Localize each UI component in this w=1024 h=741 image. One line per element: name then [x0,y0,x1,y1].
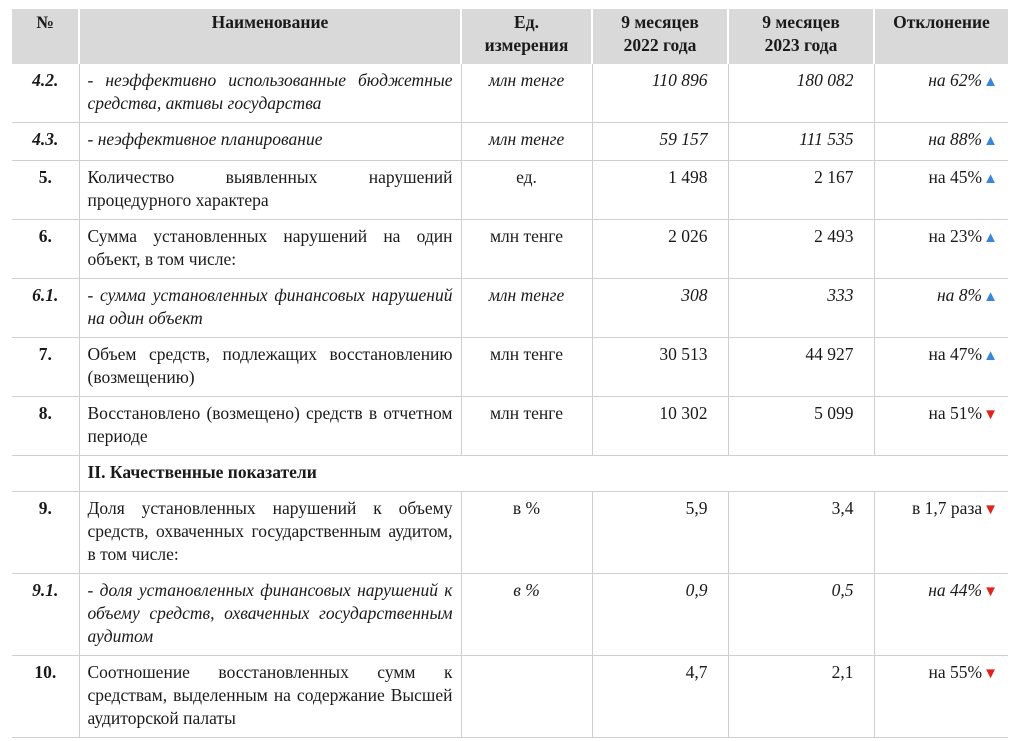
header-2022-line2: 2022 года [623,35,697,55]
row-value-2023: 5 099 [728,397,874,456]
row-name: Соотношение восстановленных сумм к средствам, выделенным на содержание Высшей аудиторской палаты [79,656,461,738]
row-num: 9. [12,492,79,574]
row-deviation [874,492,1008,574]
header-num: № [12,9,79,64]
down-arrow-icon: ▼ [983,407,998,423]
row-deviation [874,64,1008,123]
row-deviation [874,397,1008,456]
row-value-2023: 2 493 [728,220,874,279]
up-arrow-icon: ▲ [983,348,998,364]
deviation-text: в 1,7 раза [912,498,983,518]
table-row [12,123,1008,161]
row-unit [461,656,592,738]
row-value-2023: 44 927 [728,338,874,397]
down-arrow-icon: ▼ [983,584,998,600]
header-unit [461,9,592,64]
row-name: Объем средств, подлежащих восстановлению (возмещению) [79,338,461,397]
row-value-2023: 2,1 [728,656,874,738]
row-deviation [874,338,1008,397]
row-value-2022: 2 026 [592,220,728,279]
row-unit: млн тенге [461,338,592,397]
row-num: 5. [12,161,79,220]
up-arrow-icon: ▲ [983,74,998,90]
row-value-2023: 180 082 [728,64,874,123]
down-arrow-icon: ▼ [983,502,998,518]
header-2023-line1: 9 месяцев [762,12,840,32]
row-unit: млн тенге [461,220,592,279]
header-2022 [592,9,728,64]
deviation-text: на 51% [928,403,983,423]
row-value-2023: 333 [728,279,874,338]
audit-indicators-table-wrapper [12,9,1008,738]
row-num: 6.1. [12,279,79,338]
row-name: Количество выявленных нарушений процедурного характера [79,161,461,220]
row-name: - неэффективное планирование [79,123,461,161]
row-value-2022: 1 498 [592,161,728,220]
table-row [12,220,1008,279]
table-row [12,338,1008,397]
row-value-2022: 4,7 [592,656,728,738]
row-value-2023: 3,4 [728,492,874,574]
header-deviation: Отклонение [874,9,1008,64]
row-num: 9.1. [12,574,79,656]
row-unit: в % [461,574,592,656]
table-row [12,574,1008,656]
header-unit-line1: Ед. [514,12,539,32]
header-2023 [728,9,874,64]
row-unit: млн тенге [461,397,592,456]
row-name: Доля установленных нарушений к объему средств, охваченных государственным аудитом, в том числе: [79,492,461,574]
deviation-text: на 45% [928,167,983,187]
up-arrow-icon: ▲ [983,171,998,187]
row-deviation [874,574,1008,656]
row-name: Сумма установленных нарушений на один объект, в том числе: [79,220,461,279]
up-arrow-icon: ▲ [983,289,998,305]
row-unit: млн тенге [461,123,592,161]
row-num: 8. [12,397,79,456]
header-2022-line1: 9 месяцев [621,12,699,32]
row-value-2022: 110 896 [592,64,728,123]
deviation-text: на 47% [928,344,983,364]
row-name: - неэффективно использованные бюджетные средства, активы государства [79,64,461,123]
row-value-2023: 0,5 [728,574,874,656]
audit-indicators-table [12,9,1008,738]
table-row [12,492,1008,574]
deviation-text: на 62% [928,70,983,90]
row-value-2023: 111 535 [728,123,874,161]
row-name: - сумма установленных финансовых нарушений на один объект [79,279,461,338]
row-unit: млн тенге [461,279,592,338]
row-value-2022: 308 [592,279,728,338]
section-row [12,456,1008,492]
deviation-text: на 55% [928,662,983,682]
table-header-row [12,9,1008,64]
section-empty-cell [12,456,79,492]
up-arrow-icon: ▲ [983,230,998,246]
row-name: Восстановлено (возмещено) средств в отчетном периоде [79,397,461,456]
row-num: 4.3. [12,123,79,161]
row-num: 10. [12,656,79,738]
row-num: 4.2. [12,64,79,123]
row-value-2022: 59 157 [592,123,728,161]
deviation-text: на 23% [928,226,983,246]
down-arrow-icon: ▼ [983,666,998,682]
row-unit: ед. [461,161,592,220]
row-unit: млн тенге [461,64,592,123]
header-2023-line2: 2023 года [764,35,838,55]
row-value-2022: 5,9 [592,492,728,574]
table-row [12,64,1008,123]
row-value-2022: 0,9 [592,574,728,656]
row-num: 6. [12,220,79,279]
row-deviation [874,161,1008,220]
up-arrow-icon: ▲ [983,133,998,149]
row-name: - доля установленных финансовых нарушений к объему средств, охваченных государственным аудитом [79,574,461,656]
row-value-2022: 30 513 [592,338,728,397]
deviation-text: на 44% [928,580,983,600]
table-row [12,656,1008,738]
row-num: 7. [12,338,79,397]
row-unit: в % [461,492,592,574]
row-deviation [874,220,1008,279]
row-deviation [874,123,1008,161]
header-unit-line2: измерения [484,35,569,55]
section-title: II. Качественные показатели [79,456,1008,492]
deviation-text: на 88% [928,129,983,149]
table-row [12,279,1008,338]
row-value-2022: 10 302 [592,397,728,456]
row-deviation [874,656,1008,738]
deviation-text: на 8% [937,285,983,305]
row-deviation [874,279,1008,338]
row-value-2023: 2 167 [728,161,874,220]
table-row [12,397,1008,456]
header-name: Наименование [79,9,461,64]
table-row [12,161,1008,220]
